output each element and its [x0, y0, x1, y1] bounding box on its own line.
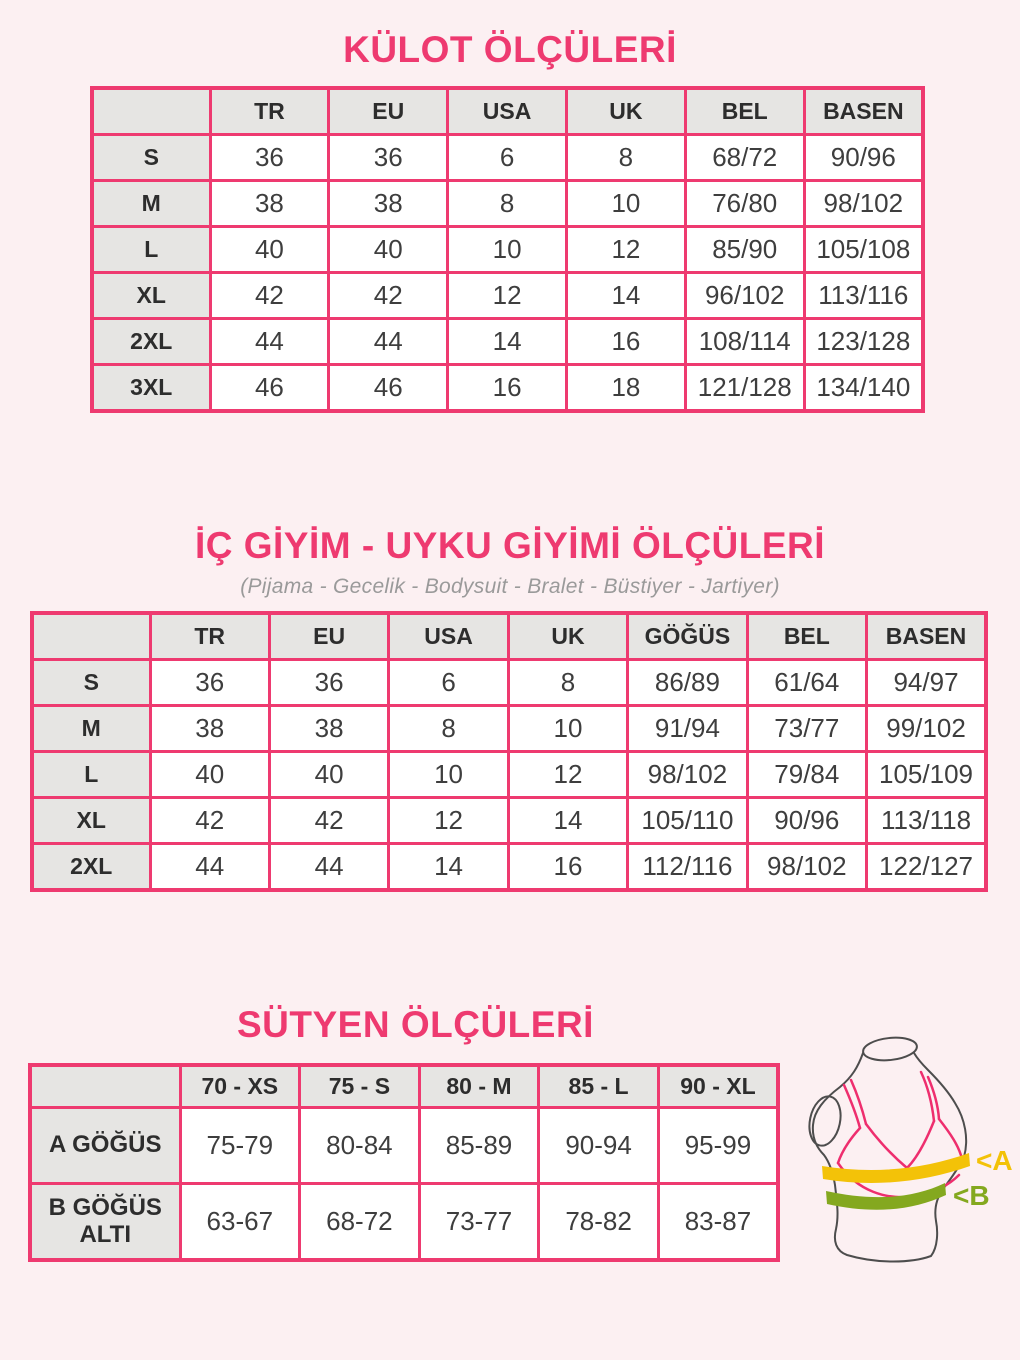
table-cell: 10: [389, 752, 508, 798]
table-cell: 12: [448, 272, 567, 318]
table-cell: 113/116: [804, 272, 923, 318]
table-cell: 10: [566, 180, 685, 226]
table-cell: 80-84: [300, 1107, 420, 1183]
column-header: GÖĞÜS: [628, 613, 747, 660]
row-label: S: [92, 134, 210, 180]
column-header: 80 - M: [419, 1065, 539, 1108]
table-cell: 105/109: [867, 752, 986, 798]
table-cell: 36: [150, 660, 269, 706]
table-cell: 42: [150, 798, 269, 844]
table-cell: 73-77: [419, 1183, 539, 1260]
table-cell: 113/118: [867, 798, 986, 844]
table-row: [32, 706, 986, 752]
table-cell: 61/64: [747, 660, 866, 706]
table-row: [92, 226, 923, 272]
table-cell: 38: [210, 180, 329, 226]
table-cell: 90/96: [747, 798, 866, 844]
table-cell: 8: [508, 660, 627, 706]
table-cell: 8: [448, 180, 567, 226]
table-cell: 40: [210, 226, 329, 272]
table-cell: 123/128: [804, 318, 923, 364]
table-cell: 14: [389, 844, 508, 891]
table-cell: 14: [508, 798, 627, 844]
panty-sizes-title: KÜLOT ÖLÇÜLERİ: [343, 29, 677, 70]
table-cell: 68/72: [685, 134, 804, 180]
table-cell: 6: [389, 660, 508, 706]
band-b-label: <B: [953, 1179, 990, 1211]
underwear-sleepwear-title: İÇ GİYİM - UYKU GİYİMİ ÖLÇÜLERİ: [194, 524, 826, 566]
table-cell: 44: [329, 318, 448, 364]
row-label: 3XL: [92, 364, 210, 411]
table-cell: 8: [566, 134, 685, 180]
table-cell: 36: [329, 134, 448, 180]
row-label: L: [92, 226, 210, 272]
table-cell: 18: [566, 364, 685, 411]
table-cell: 85/90: [685, 226, 804, 272]
column-header: BEL: [747, 613, 866, 660]
bra-measurement-torso-diagram: [802, 1033, 1020, 1273]
underwear-sleepwear-subtitle: (Pijama - Gecelik - Bodysuit - Bralet - Büstiyer - Jartiyer): [240, 575, 780, 599]
table-cell: 105/110: [628, 798, 747, 844]
table-cell: 98/102: [747, 844, 866, 891]
torso-body-outline: [813, 1053, 966, 1262]
table-cell: 36: [210, 134, 329, 180]
panty-sizes-table: [90, 86, 925, 413]
column-header: TR: [210, 88, 329, 135]
row-label: B GÖĞÜS ALTI: [30, 1183, 180, 1260]
table-row: [32, 844, 986, 891]
header-row: [32, 613, 986, 660]
table-cell: 91/94: [628, 706, 747, 752]
table-cell: 86/89: [628, 660, 747, 706]
row-label: L: [32, 752, 150, 798]
corner-cell: [30, 1065, 180, 1108]
column-header: 85 - L: [539, 1065, 659, 1108]
column-header: TR: [150, 613, 269, 660]
table-row: [32, 752, 986, 798]
row-label: A GÖĞÜS: [30, 1107, 180, 1183]
table-cell: 95-99: [658, 1107, 778, 1183]
table-row: [92, 364, 923, 411]
table-cell: 78-82: [539, 1183, 659, 1260]
table-cell: 134/140: [804, 364, 923, 411]
table-cell: 8: [389, 706, 508, 752]
column-header: 70 - XS: [180, 1065, 300, 1108]
table-cell: 68-72: [300, 1183, 420, 1260]
table-cell: 38: [329, 180, 448, 226]
column-header: 75 - S: [300, 1065, 420, 1108]
column-header: BEL: [685, 88, 804, 135]
column-header: 90 - XL: [658, 1065, 778, 1108]
table-cell: 44: [210, 318, 329, 364]
corner-cell: [32, 613, 150, 660]
table-cell: 16: [448, 364, 567, 411]
bra-left-strap: [844, 1080, 866, 1128]
table-cell: 63-67: [180, 1183, 300, 1260]
table-row: [92, 272, 923, 318]
table-cell: 40: [269, 752, 388, 798]
table-cell: 44: [269, 844, 388, 891]
row-label: 2XL: [92, 318, 210, 364]
table-cell: 98/102: [628, 752, 747, 798]
column-header: BASEN: [804, 88, 923, 135]
table-cell: 10: [508, 706, 627, 752]
table-row: [30, 1183, 778, 1260]
underwear-sleepwear-table: [30, 611, 988, 892]
table-cell: 38: [269, 706, 388, 752]
table-cell: 10: [448, 226, 567, 272]
header-row: [30, 1065, 778, 1108]
column-header: EU: [329, 88, 448, 135]
column-header: BASEN: [867, 613, 986, 660]
table-row: [32, 660, 986, 706]
bra-sizes-table: [28, 1063, 780, 1262]
table-row: [92, 318, 923, 364]
bra-left-cup: [838, 1124, 907, 1168]
underwear-sleepwear-section: [0, 525, 1020, 893]
table-cell: 6: [448, 134, 567, 180]
row-label: M: [92, 180, 210, 226]
table-cell: 112/116: [628, 844, 747, 891]
table-cell: 40: [329, 226, 448, 272]
column-header: UK: [566, 88, 685, 135]
row-label: XL: [32, 798, 150, 844]
column-header: USA: [448, 88, 567, 135]
table-cell: 16: [566, 318, 685, 364]
table-cell: 44: [150, 844, 269, 891]
band-a-label: <A: [976, 1144, 1013, 1176]
table-cell: 105/108: [804, 226, 923, 272]
row-label: S: [32, 660, 150, 706]
table-cell: 121/128: [685, 364, 804, 411]
table-cell: 98/102: [804, 180, 923, 226]
column-header: EU: [269, 613, 388, 660]
table-cell: 14: [566, 272, 685, 318]
row-label: XL: [92, 272, 210, 318]
table-cell: 76/80: [685, 180, 804, 226]
table-cell: 73/77: [747, 706, 866, 752]
table-cell: 85-89: [419, 1107, 539, 1183]
panty-sizes-section: [0, 0, 1020, 413]
neck-opening: [862, 1035, 918, 1063]
header-row: [92, 88, 923, 135]
corner-cell: [92, 88, 210, 135]
table-cell: 36: [269, 660, 388, 706]
bra-sizes-title: SÜTYEN ÖLÇÜLERİ: [237, 1004, 594, 1046]
table-cell: 42: [329, 272, 448, 318]
table-cell: 40: [150, 752, 269, 798]
table-cell: 38: [150, 706, 269, 752]
table-cell: 42: [269, 798, 388, 844]
column-header: UK: [508, 613, 627, 660]
table-cell: 94/97: [867, 660, 986, 706]
table-row: [92, 134, 923, 180]
table-cell: 79/84: [747, 752, 866, 798]
table-cell: 96/102: [685, 272, 804, 318]
table-cell: 122/127: [867, 844, 986, 891]
table-cell: 46: [210, 364, 329, 411]
table-cell: 12: [389, 798, 508, 844]
table-cell: 12: [508, 752, 627, 798]
table-cell: 99/102: [867, 706, 986, 752]
table-cell: 108/114: [685, 318, 804, 364]
table-cell: 83-87: [658, 1183, 778, 1260]
table-cell: 16: [508, 844, 627, 891]
table-cell: 75-79: [180, 1107, 300, 1183]
row-label: 2XL: [32, 844, 150, 891]
table-cell: 14: [448, 318, 567, 364]
table-row: [30, 1107, 778, 1183]
table-cell: 12: [566, 226, 685, 272]
table-cell: 90/96: [804, 134, 923, 180]
table-cell: 46: [329, 364, 448, 411]
table-row: [32, 798, 986, 844]
table-row: [92, 180, 923, 226]
row-label: M: [32, 706, 150, 752]
column-header: USA: [389, 613, 508, 660]
table-cell: 42: [210, 272, 329, 318]
bra-sizes-row: [0, 1047, 1020, 1273]
table-cell: 90-94: [539, 1107, 659, 1183]
bra-sizes-section: [0, 1004, 1020, 1273]
